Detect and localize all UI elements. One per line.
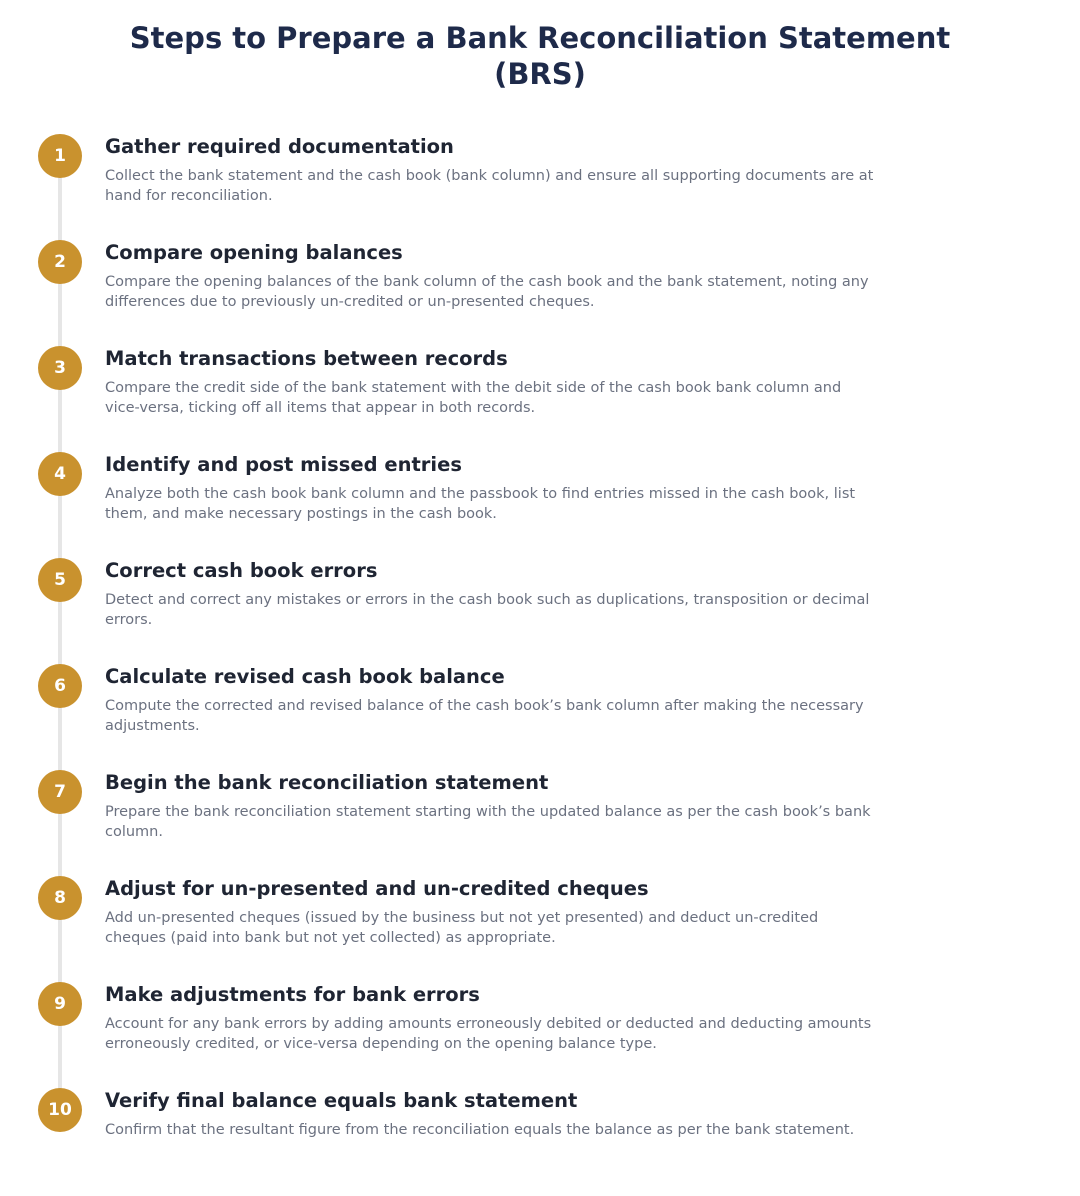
step-2 — [0, 240, 1080, 346]
step-title: Adjust for un-presented and un-credited cheques — [105, 877, 649, 900]
step-6 — [0, 664, 1080, 770]
step-number-badge: 1 — [38, 134, 82, 178]
step-number-badge: 7 — [38, 770, 82, 814]
step-title: Identify and post missed entries — [105, 453, 462, 476]
step-title: Compare opening balances — [105, 241, 403, 264]
step-title: Verify final balance equals bank statement — [105, 1089, 578, 1112]
page-title: Steps to Prepare a Bank Reconciliation Statement (BRS) — [129, 21, 951, 91]
step-description: Detect and correct any mistakes or errors in the cash book such as duplications, transposition or decimal errors. — [105, 592, 870, 628]
step-number-badge: 5 — [38, 558, 82, 602]
step-number-badge: 8 — [38, 876, 82, 920]
step-description: Compute the corrected and revised balance of the cash book’s bank column after making the necessary adjustments. — [105, 698, 864, 734]
step-1 — [0, 134, 1080, 240]
step-title: Match transactions between records — [105, 347, 508, 370]
step-5 — [0, 558, 1080, 664]
step-description: Collect the bank statement and the cash book (bank column) and ensure all supporting documents are at hand for reconciliation. — [105, 168, 874, 204]
step-3 — [0, 346, 1080, 452]
step-title: Begin the bank reconciliation statement — [105, 771, 549, 794]
step-title: Gather required documentation — [105, 135, 454, 158]
step-description: Confirm that the resultant figure from the reconciliation equals the balance as per the bank statement. — [105, 1122, 855, 1138]
step-number-badge: 2 — [38, 240, 82, 284]
step-description: Prepare the bank reconciliation statement starting with the updated balance as per the cash book’s bank column. — [105, 804, 871, 840]
step-title: Correct cash book errors — [105, 559, 378, 582]
step-description: Account for any bank errors by adding amounts erroneously debited or deducted and deducting amounts erroneously credited, or vice-versa depending on the opening balance type. — [105, 1016, 872, 1052]
step-8 — [0, 876, 1080, 982]
step-4 — [0, 452, 1080, 558]
step-number-badge: 9 — [38, 982, 82, 1026]
step-number-badge: 4 — [38, 452, 82, 496]
step-7 — [0, 770, 1080, 876]
step-title: Calculate revised cash book balance — [105, 665, 505, 688]
step-10 — [0, 1088, 1080, 1194]
step-description: Compare the credit side of the bank statement with the debit side of the cash book bank column and vice-versa, ticking off all items that appear in both records. — [105, 380, 842, 416]
step-number-badge: 3 — [38, 346, 82, 390]
step-title: Make adjustments for bank errors — [105, 983, 480, 1006]
step-number-badge: 6 — [38, 664, 82, 708]
step-description: Add un-presented cheques (issued by the business but not yet presented) and deduct un-credited cheques (paid into bank but not yet collected) as appropriate. — [105, 910, 819, 946]
step-9 — [0, 982, 1080, 1088]
step-description: Compare the opening balances of the bank column of the cash book and the bank statement, noting any differences due to previously un-credited or un-presented cheques. — [105, 274, 869, 310]
step-number-badge: 10 — [38, 1088, 82, 1132]
step-description: Analyze both the cash book bank column and the passbook to find entries missed in the cash book, list them, and make necessary postings in the cash book. — [105, 486, 856, 522]
